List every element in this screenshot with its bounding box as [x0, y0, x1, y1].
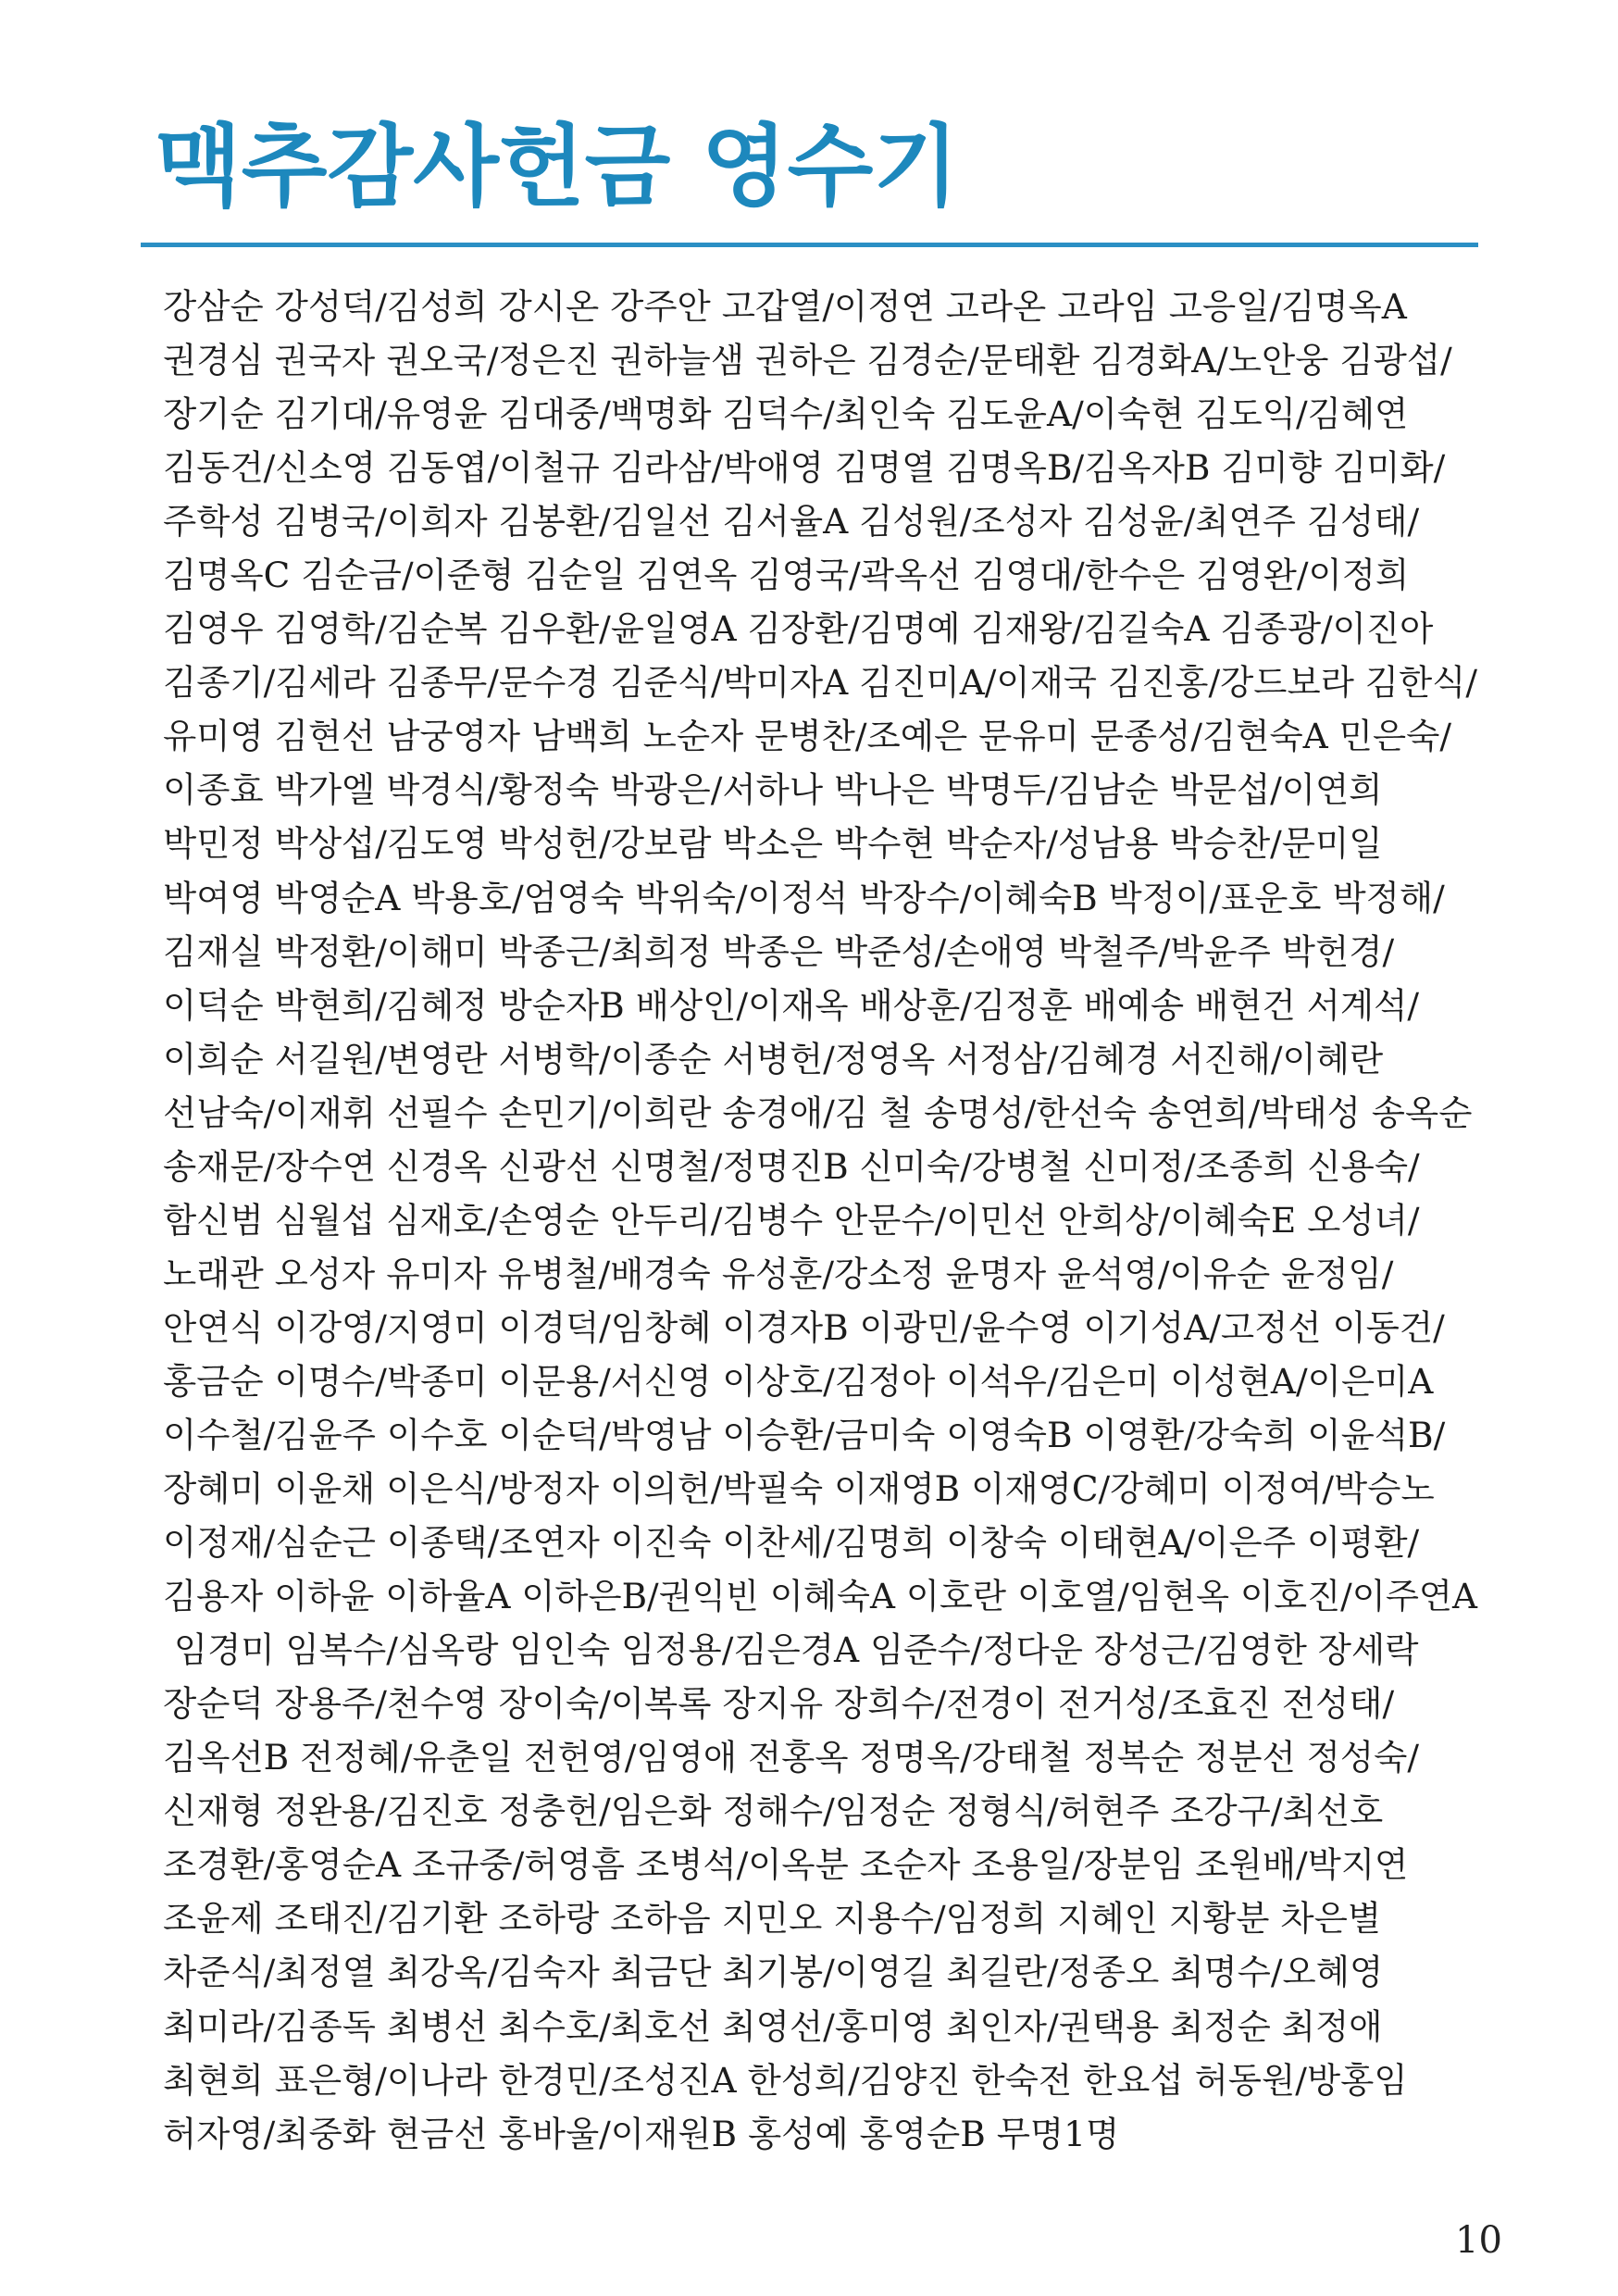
- donor-line: [163, 494, 1477, 548]
- donor-line-text: 차준식/최정열 최강옥/김숙자 최금단 최기봉/이영길 최길란/정종오 최명수/오혜영: [163, 1952, 1384, 1993]
- donor-line-text: 김용자 이하윤 이하율A 이하은B/권익빈 이혜숙A 이호란 이호열/임현옥 이호진/이주연A: [163, 1576, 1477, 1617]
- donor-line-text: 장기순 김기대/유영윤 김대중/백명화 김덕수/최인숙 김도윤A/이숙현 김도익/김혜연: [163, 393, 1409, 435]
- donor-line-text: 김영우 김영학/김순복 김우환/윤일영A 김장환/김명예 김재왕/김길숙A 김종광/이진아: [163, 608, 1434, 650]
- donor-line-text: 최현희 표은형/이나라 한경민/조성진A 한성희/김양진 한숙전 한요섭 허동원/방홍임: [163, 2059, 1408, 2101]
- donor-line: [163, 871, 1477, 925]
- donor-line-text: 김명옥C 김순금/이준형 김순일 김연옥 김영국/곽옥선 김영대/한수은 김영완/이정희: [163, 555, 1410, 596]
- donor-line-text: 조윤제 조태진/김기환 조하랑 조하음 지민오 지용수/임정희 지혜인 지황분 차은별: [163, 1898, 1382, 1940]
- donor-line-text: 조경환/홍영순A 조규중/허영흠 조병석/이옥분 조순자 조용일/장분임 조원배/박지연: [163, 1844, 1409, 1886]
- donor-line-text: 장순덕 장용주/천수영 장이숙/이복록 장지유 장희수/전경이 전거성/조효진 전성태/: [163, 1683, 1395, 1725]
- donor-line: [163, 925, 1477, 979]
- donor-line: [163, 1140, 1477, 1193]
- donor-line-text: 이수철/김윤주 이수호 이순덕/박영남 이승환/금미숙 이영숙B 이영환/강숙희 이윤석B/: [163, 1414, 1446, 1455]
- donor-line: [163, 1730, 1477, 1784]
- donor-line: [163, 979, 1477, 1032]
- donor-line: [163, 548, 1477, 602]
- donor-line: [163, 1784, 1477, 1838]
- donor-line: [163, 1247, 1477, 1301]
- page-title: 맥추감사헌금 영수기: [156, 115, 960, 218]
- donor-line-text: 허자영/최중화 현금선 홍바울/이재원B 홍성예 홍영순B 무명1명: [163, 2113, 1120, 2154]
- donor-line-text: 김종기/김세라 김종무/문수경 김준식/박미자A 김진미A/이재국 김진홍/강드보라 김한식/: [163, 662, 1477, 704]
- donor-line-text: 유미영 김현선 남궁영자 남백희 노순자 문병찬/조예은 문유미 문종성/김현숙A 민은숙/: [163, 716, 1451, 757]
- donor-line-text: 이희순 서길원/변영란 서병학/이종순 서병헌/정영옥 서정삼/김혜경 서진해/이혜란: [163, 1038, 1384, 1079]
- donor-line: [163, 2107, 1477, 2161]
- donor-line-text: 송재문/장수연 신경옥 신광선 신명철/정명진B 신미숙/강병철 신미정/조종희 신용숙/: [163, 1145, 1420, 1187]
- donor-line: [163, 1569, 1477, 1623]
- donor-line-text: 함신범 심월섭 심재호/손영순 안두리/김병수 안문수/이민선 안희상/이혜숙E 오성녀/: [163, 1199, 1420, 1241]
- donor-line-text: 박민정 박상섭/김도영 박성헌/강보람 박소은 박수현 박순자/성남용 박승찬/문미일: [163, 823, 1383, 865]
- donor-line: [163, 1945, 1477, 1999]
- donor-line: [163, 1086, 1477, 1140]
- donor-line: [163, 2000, 1477, 2053]
- donor-line: [163, 1838, 1477, 1891]
- donor-line-text: 최미라/김종독 최병선 최수호/최호선 최영선/홍미영 최인자/권택용 최정순 최정애: [163, 2005, 1383, 2047]
- donor-line: [163, 1193, 1477, 1247]
- donor-line: [163, 387, 1477, 441]
- donor-line: [163, 1516, 1477, 1569]
- donor-line-text: 주학성 김병국/이희자 김봉환/김일선 김서율A 김성원/조성자 김성윤/최연주 김성태/: [163, 501, 1420, 543]
- donor-line: [163, 1354, 1477, 1408]
- donor-line: [163, 441, 1477, 494]
- donor-line: [163, 1623, 1477, 1677]
- donor-line-text: 이정재/심순근 이종택/조연자 이진숙 이찬세/김명희 이창숙 이태현A/이은주 이평환/: [163, 1522, 1420, 1564]
- donor-line-text: 장혜미 이윤채 이은식/방정자 이의헌/박필숙 이재영B 이재영C/강혜미 이정여/박승노: [163, 1468, 1435, 1510]
- donor-line: [163, 763, 1477, 817]
- donor-line: [163, 1891, 1477, 1945]
- donor-line-text: 노래관 오성자 유미자 유병철/배경숙 유성훈/강소정 윤명자 윤석영/이유순 윤정임/: [163, 1253, 1394, 1294]
- donor-line-text: 임경미 임복수/심옥랑 임인숙 임정용/김은경A 임준수/정다운 장성근/김영한 장세락: [163, 1629, 1419, 1671]
- donor-line: [163, 1408, 1477, 1462]
- donor-line-text: 김옥선B 전정혜/유춘일 전헌영/임영애 전홍옥 정명옥/강태철 정복순 정분선 정성숙/: [163, 1737, 1419, 1778]
- donor-line: [163, 333, 1477, 387]
- donor-line: [163, 2053, 1477, 2107]
- donor-line: [163, 1677, 1477, 1730]
- title-divider: [141, 243, 1478, 247]
- donor-line-text: 강삼순 강성덕/김성희 강시온 강주안 고갑열/이정연 고라온 고라임 고응일/김명옥A: [163, 286, 1407, 327]
- donor-line: [163, 655, 1477, 709]
- donor-line: [163, 709, 1477, 763]
- donor-line: [163, 1301, 1477, 1354]
- donor-line-text: 안연식 이강영/지영미 이경덕/임창혜 이경자B 이광민/윤수영 이기성A/고정선 이동건/: [163, 1306, 1445, 1348]
- donor-line: [163, 280, 1477, 333]
- donor-line-text: 신재형 정완용/김진호 정충헌/임은화 정해수/임정순 정형식/허현주 조강구/최선호: [163, 1791, 1384, 1832]
- donor-line-text: 박여영 박영순A 박용호/엄영숙 박위숙/이정석 박장수/이혜숙B 박정이/표운호 박정해/: [163, 877, 1445, 918]
- donor-line: [163, 817, 1477, 870]
- donor-line-text: 선남숙/이재휘 선필수 손민기/이희란 송경애/김 철 송명성/한선숙 송연희/박태성 송옥순: [163, 1092, 1473, 1133]
- page-number: 10: [1455, 2219, 1502, 2262]
- donor-line: [163, 602, 1477, 655]
- donor-line-text: 홍금순 이명수/박종미 이문용/서신영 이상호/김정아 이석우/김은미 이성현A/이은미A: [163, 1360, 1434, 1402]
- donor-line-text: 김재실 박정환/이해미 박종근/최희정 박종은 박준성/손애영 박철주/박윤주 박헌경/: [163, 930, 1395, 972]
- donor-line: [163, 1462, 1477, 1516]
- donor-line-text: 이종효 박가엘 박경식/황정숙 박광은/서하나 박나은 박명두/김남순 박문섭/이연희: [163, 769, 1383, 811]
- donor-line-text: 이덕순 박현희/김혜정 방순자B 배상인/이재옥 배상훈/김정훈 배예송 배현건 서계석/: [163, 984, 1419, 1026]
- donor-name-list: [163, 280, 1477, 2161]
- donor-line: [163, 1032, 1477, 1086]
- donor-line-text: 김동건/신소영 김동엽/이철규 김라삼/박애영 김명열 김명옥B/김옥자B 김미향 김미화/: [163, 447, 1446, 489]
- donor-line-text: 권경심 권국자 권오국/정은진 권하늘샘 권하은 김경순/문태환 김경화A/노안웅 김광섭/: [163, 340, 1452, 381]
